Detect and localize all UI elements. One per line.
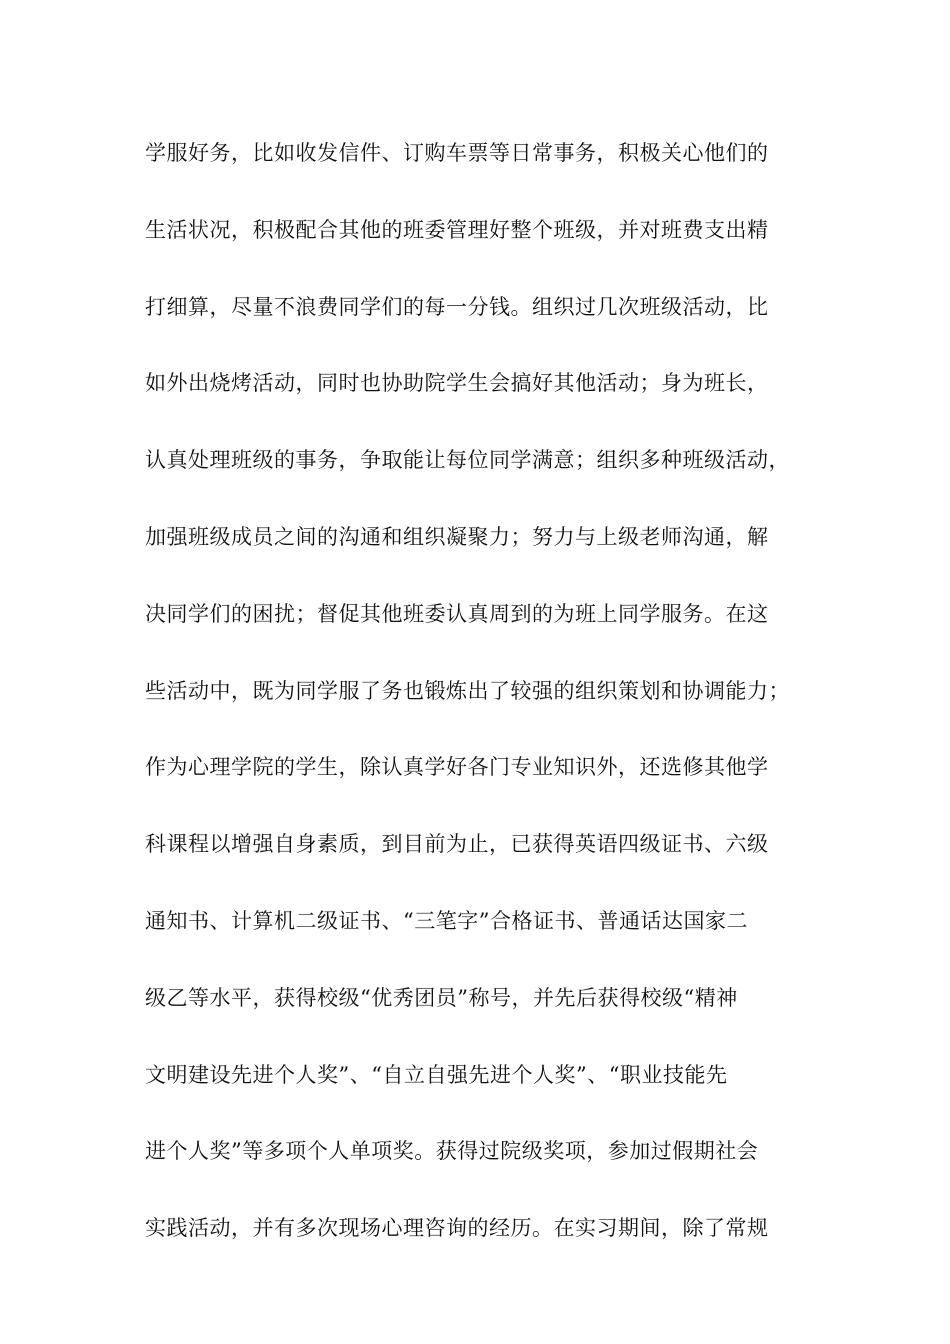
text-line: 级乙等水平，获得校级“优秀团员”称号，并先后获得校级“精神 <box>145 985 738 1010</box>
text-line: 科课程以增强自身素质，到目前为止，已获得英语四级证书、六级 <box>145 832 769 857</box>
text-line: 生活状况，积极配合其他的班委管理好整个班级，并对班费支出精 <box>145 217 769 242</box>
text-line: 如外出烧烤活动，同时也协助院学生会搞好其他活动；身为班长， <box>145 371 769 396</box>
text-line: 决同学们的困扰；督促其他班委认真周到的为班上同学服务。在这 <box>145 601 769 626</box>
text-line: 学服好务，比如收发信件、订购车票等日常事务，积极关心他们的 <box>145 141 769 165</box>
text-line: 文明建设先进个人奖”、“自立自强先进个人奖”、“职业技能先 <box>145 1062 728 1087</box>
body-text <box>145 133 825 1285</box>
text-line: 加强班级成员之间的沟通和组织凝聚力；努力与上级老师沟通，解 <box>145 524 769 549</box>
text-line: 打细算，尽量不浪费同学们的每一分钱。组织过几次班级活动，比 <box>145 294 769 319</box>
text-line: 进个人奖”等多项个人单项奖。获得过院级奖项，参加过假期社会 <box>145 1139 759 1164</box>
text-line: 实践活动，并有多次现场心理咨询的经历。在实习期间，除了常规 <box>145 1216 769 1241</box>
text-line: 认真处理班级的事务，争取能让每位同学满意；组织多种班级活动， <box>145 448 790 473</box>
text-line: 作为心理学院的学生，除认真学好各门专业知识外，还选修其他学 <box>145 755 769 780</box>
text-line: 些活动中，既为同学服了务也锻炼出了较强的组织策划和协调能力； <box>145 678 790 703</box>
text-line: 通知书、计算机二级证书、“三笔字”合格证书、普通话达国家二 <box>145 908 748 933</box>
